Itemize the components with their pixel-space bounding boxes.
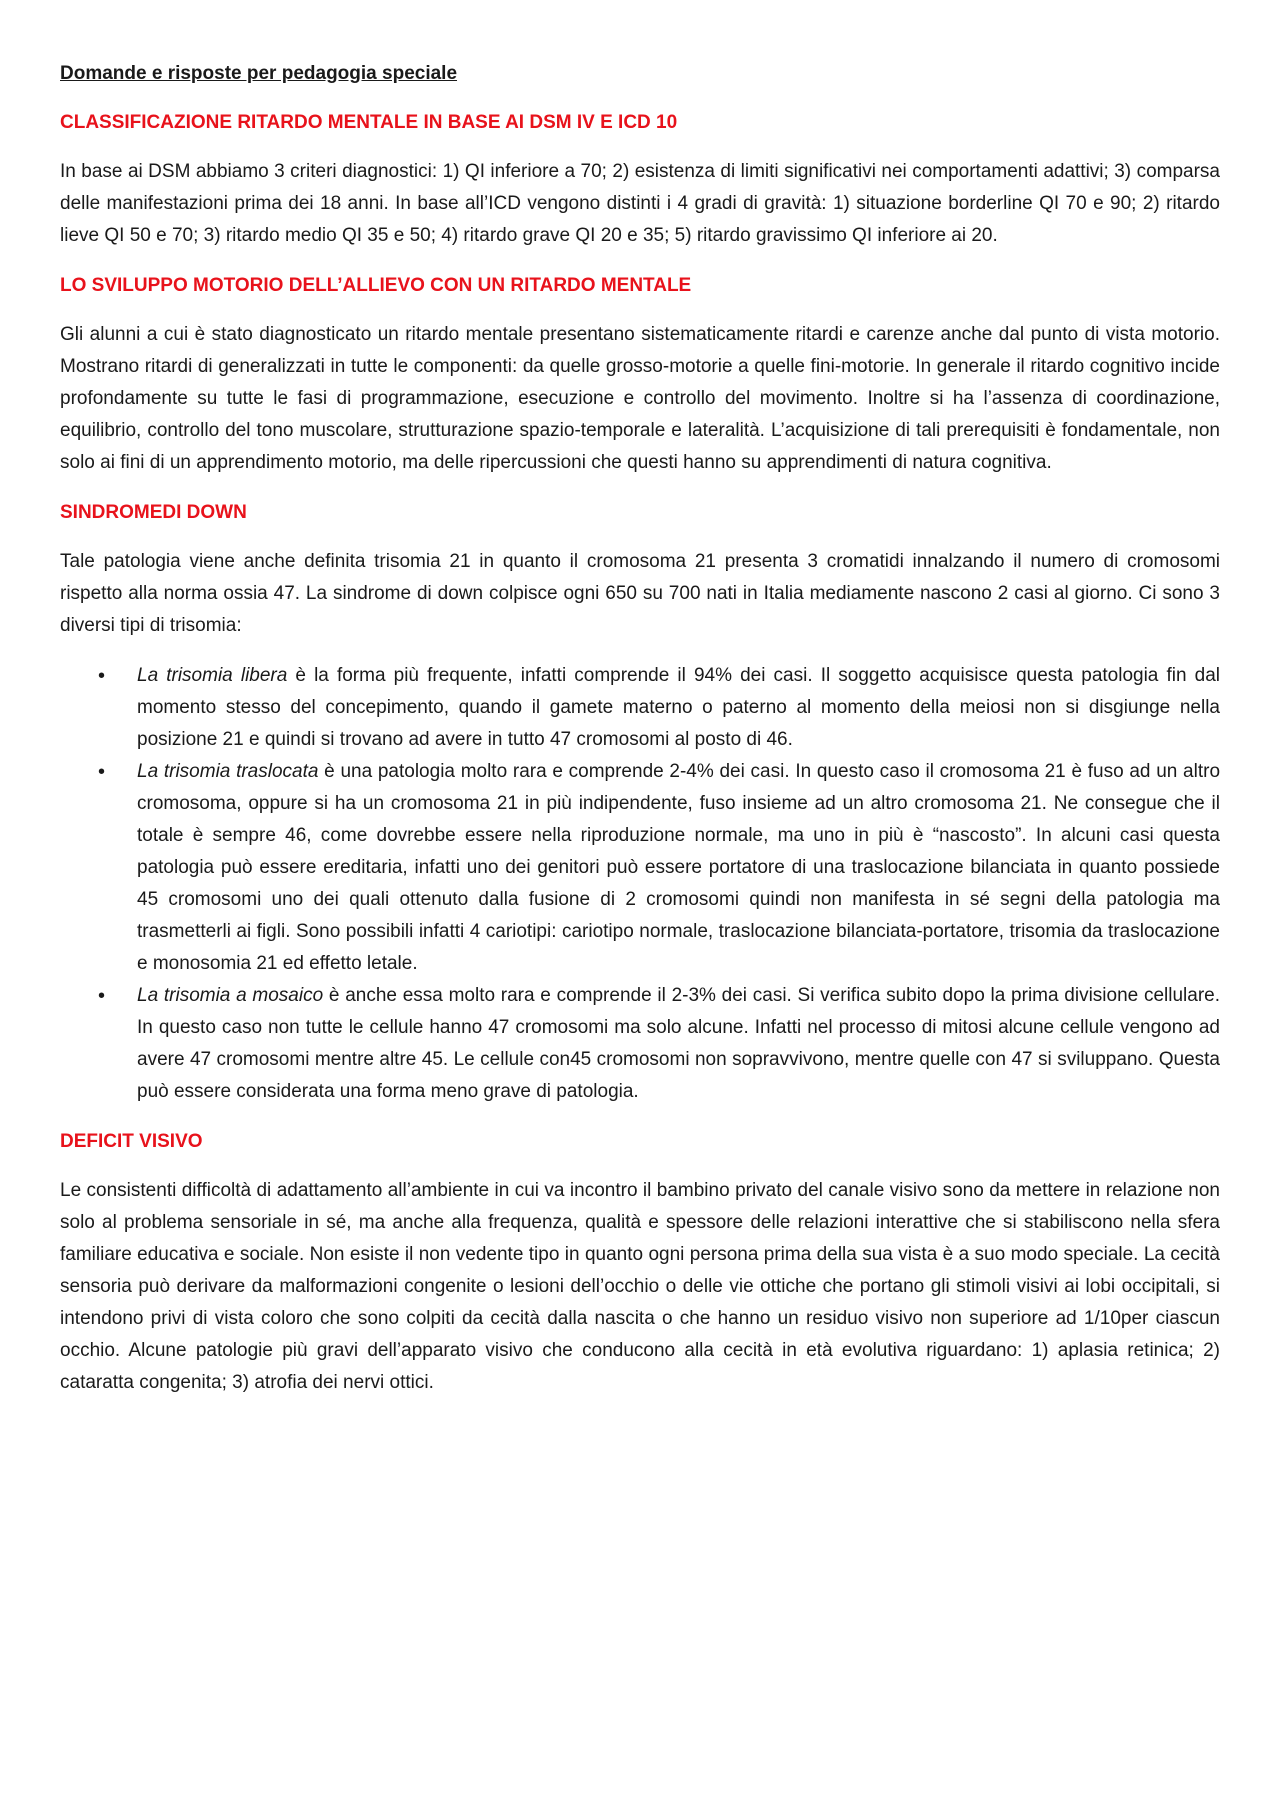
bullet-icon: • [98,761,106,783]
list-item [60,756,1220,980]
section-paragraph-sviluppo-motorio: Gli alunni a cui è stato diagnosticato un ritardo mentale presentano sistematicamente ritardi e carenze anche dal punto di vista motorio. Mostrano ritardi di generalizzati in tutte le componenti: da quelle grosso-motorie a quelle fini-motorie. In generale il ritardo cognitivo incide profondamente su tutte le fasi di programmazione, esecuzione e controllo del movimento. Inoltre si ha l’assenza di coordinazione, equilibrio, controllo del tono muscolare, strutturazione spazio-temporale e lateralità. L’acquisizione di tali prerequisiti è fondamentale, non solo ai fini di un apprendimento motorio, ma delle ripercussioni che questi hanno su apprendimenti di natura cognitiva. [60,324,1220,473]
bullet-icon: • [98,665,106,687]
list-item-text: è una patologia molto rara e comprende 2-4% dei casi. In questo caso il cromosoma 21 è fuso ad un altro cromosoma, oppure si ha un cromosoma 21 in più indipendente, fuso insieme ad un altro cromosoma 21. Ne consegue che il totale è sempre 46, come dovrebbe essere nella riproduzione normale, ma uno in più è “nascosto”. In alcuni casi questa patologia può essere ereditaria, infatti uno dei genitori può essere portatore di una traslocazione bilanciata in quanto possiede 45 cromosomi uno dei quali ottenuto dalla fusione di 2 cromosomi quindi non manifesta in sé segni della patologia ma trasmetterli ai figli. Sono possibili infatti 4 cariotipi: cariotipo normale, traslocazione bilanciata-portatore, trisomia da traslocazione e monosomia 21 ed effetto letale. [137,761,1221,974]
section-paragraph-classificazione: In base ai DSM abbiamo 3 criteri diagnostici: 1) QI inferiore a 70; 2) esistenza di limiti significativi nei comportamenti adattivi; 3) comparsa delle manifestazioni prima dei 18 anni. In base all’ICD vengono distinti i 4 gradi di gravità: 1) situazione borderline QI 70 e 90; 2) ritardo lieve QI 50 e 70; 3) ritardo medio QI 35 e 50; 4) ritardo grave QI 20 e 35; 5) ritardo gravissimo QI inferiore ai 20. [60,161,1220,246]
section-heading-classificazione: CLASSIFICAZIONE RITARDO MENTALE IN BASE AI DSM IV E ICD 10 [60,112,678,133]
section-paragraph-sindrome-down: Tale patologia viene anche definita trisomia 21 in quanto il cromosoma 21 presenta 3 cromatidi innalzando il numero di cromosomi rispetto alla norma ossia 47. La sindrome di down colpisce ogni 650 su 700 nati in Italia mediamente nascono 2 casi al giorno. Ci sono 3 diversi tipi di trisomia: [60,551,1220,636]
list-item-term: La trisomia traslocata [137,761,319,782]
document-title: Domande e risposte per pedagogia speciale [60,63,458,84]
list-item [60,980,1220,1108]
section-heading-sviluppo-motorio: LO SVILUPPO MOTORIO DELL’ALLIEVO CON UN RITARDO MENTALE [60,275,692,296]
list-item-term: La trisomia a mosaico [137,985,324,1006]
list-item-term: La trisomia libera [137,665,288,686]
document-page [60,58,1220,1417]
bullet-icon: • [98,985,106,1007]
list-item-text: è anche essa molto rara e comprende il 2-3% dei casi. Si verifica subito dopo la prima divisione cellulare. In questo caso non tutte le cellule hanno 47 cromosomi ma solo alcune. Infatti nel processo di mitosi alcune cellule vengono ad avere 47 cromosomi mentre altre 45. Le cellule con45 cromosomi non sopravvivono, mentre quelle con 47 si sviluppano. Questa può essere considerata una forma meno grave di patologia. [137,985,1221,1102]
list-item-text: è la forma più frequente, infatti comprende il 94% dei casi. Il soggetto acquisisce questa patologia fin dal momento stesso del concepimento, quando il gamete materno o paterno al momento della meiosi non si disgiunge nella posizione 21 e quindi si trovano ad avere in tutto 47 cromosomi al posto di 46. [137,665,1220,750]
section-heading-sindrome-down: SINDROMEDI DOWN [60,502,247,523]
trisomia-types-list [60,660,1220,1108]
section-heading-deficit-visivo: DEFICIT VISIVO [60,1131,203,1152]
section-paragraph-deficit-visivo: Le consistenti difficoltà di adattamento all’ambiente in cui va incontro il bambino privato del canale visivo sono da mettere in relazione non solo al problema sensoriale in sé, ma anche alla frequenza, qualità e spessore delle relazioni interattive che si stabiliscono nella sfera familiare educativa e sociale. Non esiste il non vedente tipo in quanto ogni persona prima della sua vista è a suo modo speciale. La cecità sensoria può derivare da malformazioni congenite o lesioni dell’occhio o delle vie ottiche che portano gli stimoli visivi ai lobi occipitali, si intendono privi di vista coloro che sono colpiti da cecità dalla nascita o che hanno un residuo visivo non superiore ad 1/10per ciascun occhio. Alcune patologie più gravi dell’apparato visivo che conducono alla cecità in età evolutiva riguardano: 1) aplasia retinica; 2) cataratta congenita; 3) atrofia dei nervi ottici. [60,1180,1220,1393]
list-item [60,660,1220,756]
